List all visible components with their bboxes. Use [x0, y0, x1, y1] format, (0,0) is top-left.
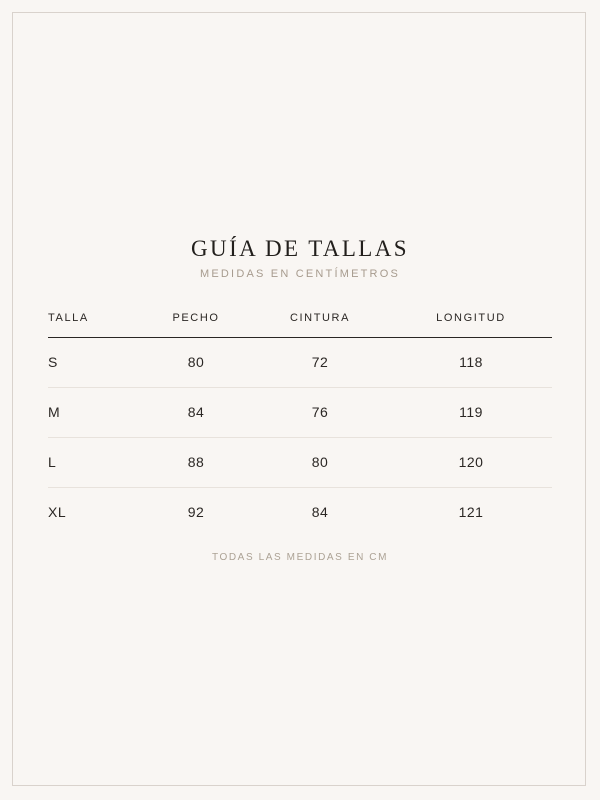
cell-longitud: 119	[459, 404, 483, 420]
footnote: TODAS LAS MEDIDAS EN CM	[211, 552, 389, 563]
cell-pecho: 84	[187, 404, 205, 420]
cell-pecho: 92	[187, 504, 205, 520]
cell-talla: L	[48, 454, 57, 470]
page-title: GUÍA DE TALLAS	[191, 236, 409, 261]
table-row	[48, 388, 552, 438]
cell-cintura: 80	[311, 454, 329, 470]
header-talla: TALLA	[48, 312, 89, 324]
table-header	[48, 306, 552, 338]
table-row	[48, 338, 552, 388]
cell-longitud: 121	[458, 504, 484, 520]
cell-talla: XL	[48, 504, 67, 520]
table-row	[48, 488, 552, 537]
cell-cintura: 76	[311, 404, 329, 420]
header-longitud: LONGITUD	[436, 312, 506, 324]
cell-talla: M	[48, 404, 61, 420]
cell-cintura: 72	[311, 354, 329, 370]
cell-talla: S	[48, 354, 58, 370]
size-table	[48, 306, 552, 537]
page-subtitle: MEDIDAS EN CENTÍMETROS	[200, 268, 400, 280]
cell-pecho: 80	[187, 354, 205, 370]
cell-longitud: 120	[458, 454, 484, 470]
header-pecho: PECHO	[172, 312, 220, 324]
header-cintura: CINTURA	[289, 312, 351, 324]
cell-cintura: 84	[311, 504, 329, 520]
cell-pecho: 88	[187, 454, 205, 470]
cell-longitud: 118	[459, 354, 483, 370]
table-row	[48, 438, 552, 488]
